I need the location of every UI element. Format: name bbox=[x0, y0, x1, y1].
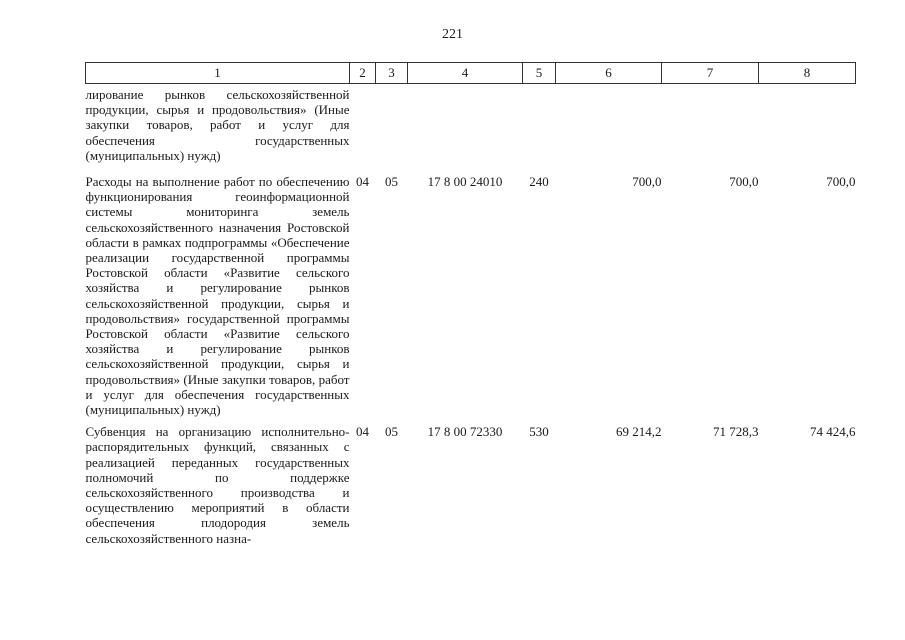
row-description: Расходы на выполнение работ по обеспечению функционирования геоинформационной системы мониторинга земель сельскохозяйственного назначения Ростовской области в рамках подпрограммы «Обеспечение реализации государственной программы Ростовской области «Развитие сельского хозяйства и регулирование рынков сельскохозяйственной продукции, сырья и продовольствия» государственной программы Ростовской области «Развитие сельского хозяйства и регулирование рынков сельскохозяйственной продукции, сырья и продовольствия» (Иные закупки товаров, работ и услуг для обеспечения государственных (муниципальных) нужд) bbox=[85, 174, 350, 418]
row-amount-col6: 700,0 bbox=[632, 174, 662, 190]
column-header-7: 7 bbox=[662, 63, 759, 84]
row-amount-col7: 700,0 bbox=[729, 174, 759, 190]
row-amount-col7: 71 728,3 bbox=[713, 424, 759, 440]
row-subsection-code bbox=[376, 84, 408, 164]
row-amount-col6: 69 214,2 bbox=[616, 424, 662, 440]
column-header-3: 3 bbox=[376, 63, 408, 84]
row-description: Субвенция на организацию исполнительно-распорядительных функций, связанных с реализацией переданных государственных полномочий по поддержке сельскохозяйственного производства и осуществлению мероприятий в области обеспечения плодородия земель сельскохозяйственного назна- bbox=[85, 424, 350, 546]
column-header-5: 5 bbox=[523, 63, 556, 84]
table-row bbox=[86, 417, 856, 546]
column-number-header-row bbox=[86, 63, 856, 84]
budget-table bbox=[85, 62, 856, 546]
row-amount-col8: 700,0 bbox=[826, 174, 856, 190]
table-row bbox=[86, 163, 856, 417]
row-description: лирование рынков сельскохозяйственной продукции, сырья и продовольствия» (Иные закупки товаров, работ и услуг для обеспечения государственных (муниципальных) нужд) bbox=[85, 87, 350, 163]
column-header-8: 8 bbox=[759, 63, 856, 84]
row-target-code bbox=[408, 84, 523, 164]
row-expense-type: 530 bbox=[529, 424, 549, 440]
table-row bbox=[86, 84, 856, 164]
row-amount-col8: 74 424,6 bbox=[810, 424, 856, 440]
row-amount-col6 bbox=[556, 84, 662, 164]
column-header-1: 1 bbox=[86, 63, 350, 84]
row-target-code: 17 8 00 24010 bbox=[427, 174, 503, 190]
row-section-code bbox=[350, 84, 376, 164]
row-amount-col8 bbox=[759, 84, 856, 164]
row-target-code: 17 8 00 72330 bbox=[427, 424, 503, 440]
row-section-code: 04 bbox=[356, 424, 369, 440]
column-header-4: 4 bbox=[408, 63, 523, 84]
column-header-2: 2 bbox=[350, 63, 376, 84]
row-expense-type: 240 bbox=[529, 174, 549, 190]
row-section-code: 04 bbox=[356, 174, 369, 190]
row-expense-type bbox=[523, 84, 556, 164]
row-subsection-code: 05 bbox=[385, 424, 398, 440]
column-header-6: 6 bbox=[556, 63, 662, 84]
row-subsection-code: 05 bbox=[385, 174, 398, 190]
page-number: 221 bbox=[442, 27, 463, 42]
row-amount-col7 bbox=[662, 84, 759, 164]
